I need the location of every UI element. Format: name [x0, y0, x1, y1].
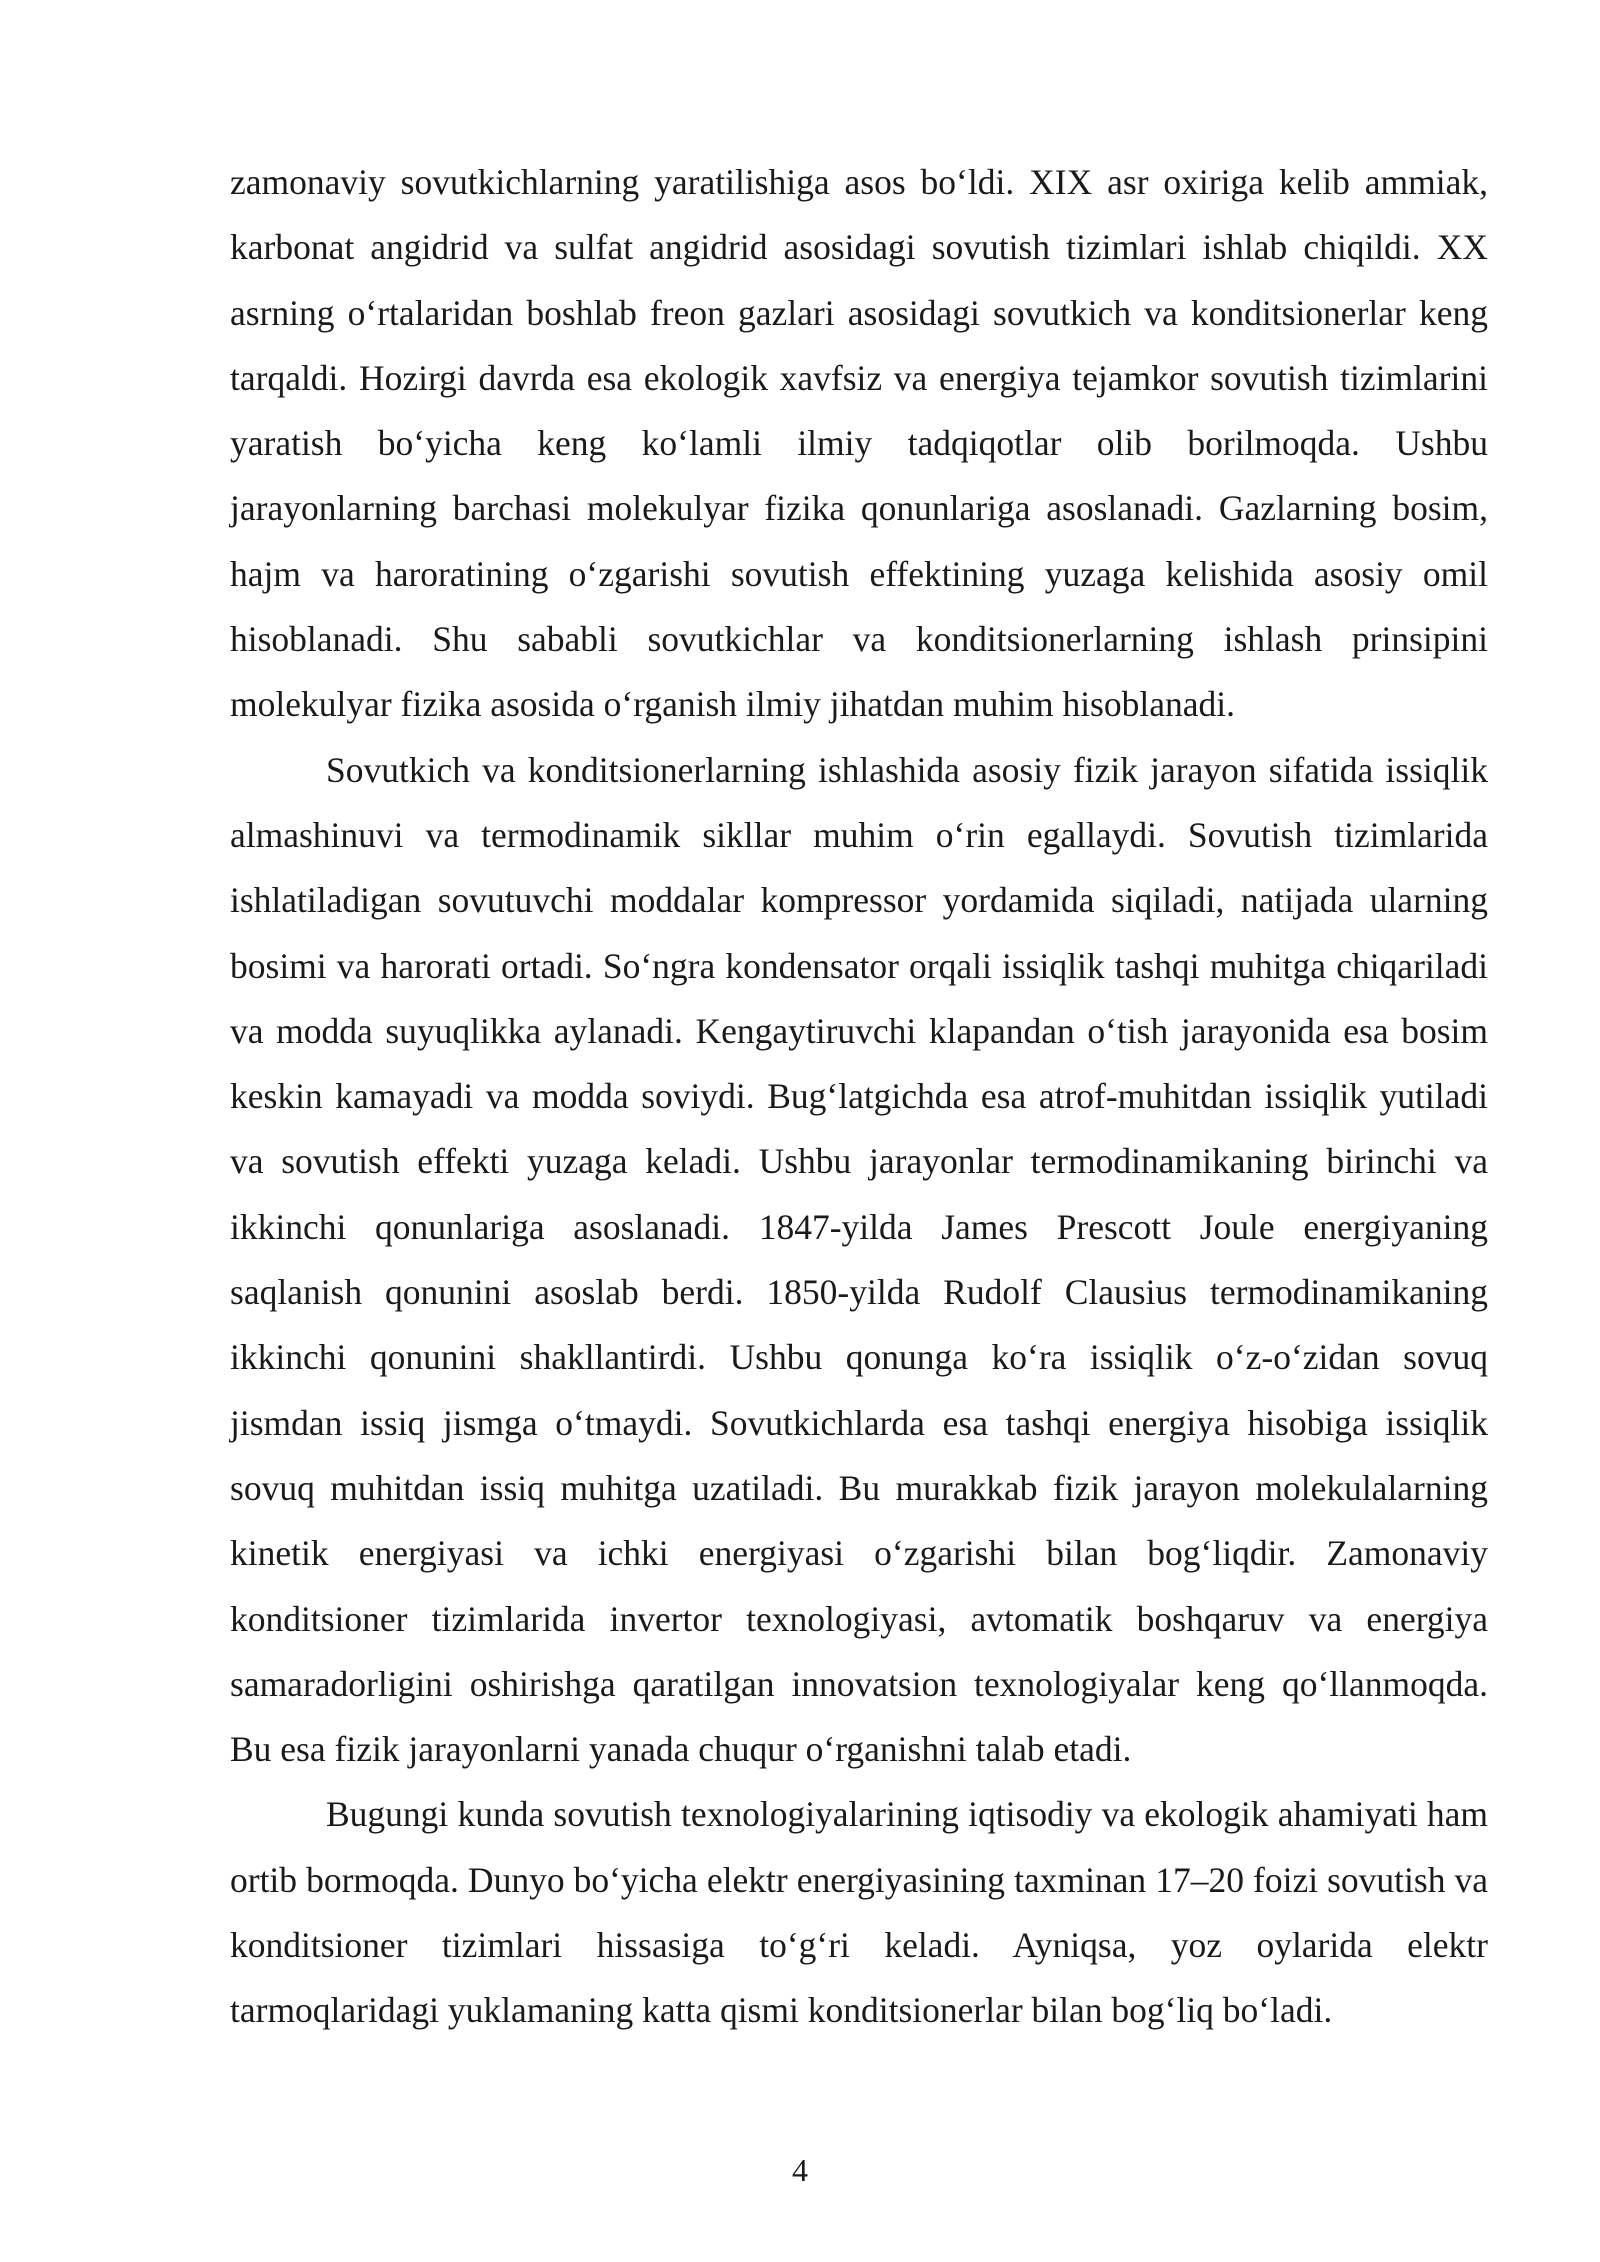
paragraph-economic-ecological: Bugungi kunda sovutish texnologiyalarining iqtisodiy va ekologik ahamiyati ham ortib bormoqda. Dunyo bo‘yicha elektr energiyasining taxminan 17–20 foizi sovutish va konditsioner tizimlari hissasiga to‘g‘ri keladi. Ayniqsa, yoz oylarida elektr tarmoqlaridagi yuklamaning katta qismi konditsionerlar bilan bog‘liq bo‘ladi.: [230, 1794, 1488, 2031]
paragraph-continued: zamonaviy sovutkichlarning yaratilishiga asos bo‘ldi. XIX asr oxiriga kelib ammiak, karbonat angidrid va sulfat angidrid asosidagi sovutish tizimlari ishlab chiqildi. XX asrning o‘rtalaridan boshlab freon gazlari asosidagi sovutkich va konditsionerlar keng tarqaldi. Hozirgi davrda esa ekologik xavfsiz va energiya tejamkor sovutish tizimlarini yaratish bo‘yicha keng ko‘lamli ilmiy tadqiqotlar olib borilmoqda. Ushbu jarayonlarning barchasi molekulyar fizika qonunlariga asoslanadi. Gazlarning bosim, hajm va haroratining o‘zgarishi sovutish effektining yuzaga kelishida asosiy omil hisoblanadi. Shu sababli sovutkichlar va konditsionerlarning ishlash prinsipini molekulyar fizika asosida o‘rganish ilmiy jihatdan muhim hisoblanadi.: [230, 162, 1488, 725]
page-number: 4: [792, 2152, 808, 2188]
document-body: [230, 150, 1488, 2044]
paragraph-physical-processes: Sovutkich va konditsionerlarning ishlashida asosiy fizik jarayon sifatida issiqlik almashinuvi va termodinamik sikllar muhim o‘rin egallaydi. Sovutish tizimlarida ishlatiladigan sovutuvchi moddalar kompressor yordamida siqiladi, natijada ularning bosimi va harorati ortadi. So‘ngra kondensator orqali issiqlik tashqi muhitga chiqariladi va modda suyuqlikka aylanadi. Kengaytiruvchi klapandan o‘tish jarayonida esa bosim keskin kamayadi va modda soviydi. Bug‘latgichda esa atrof-muhitdan issiqlik yutiladi va sovutish effekti yuzaga keladi. Ushbu jarayonlar termodinamikaning birinchi va ikkinchi qonunlariga asoslanadi. 1847-yilda James Prescott Joule energiyaning saqlanish qonunini asoslab berdi. 1850-yilda Rudolf Clausius termodinamikaning ikkinchi qonunini shakllantirdi. Ushbu qonunga ko‘ra issiqlik o‘z-o‘zidan sovuq jismdan issiq jismga o‘tmaydi. Sovutkichlarda esa tashqi energiya hisobiga issiqlik sovuq muhitdan issiq muhitga uzatiladi. Bu murakkab fizik jarayon molekulalarning kinetik energiyasi va ichki energiyasi o‘zgarishi bilan bog‘liqdir. Zamonaviy konditsioner tizimlarida invertor texnologiyasi, avtomatik boshqaruv va energiya samaradorligini oshirishga qaratilgan innovatsion texnologiyalar keng qo‘llanmoqda. Bu esa fizik jarayonlarni yanada chuqur o‘rganishni talab etadi.: [230, 749, 1488, 1770]
